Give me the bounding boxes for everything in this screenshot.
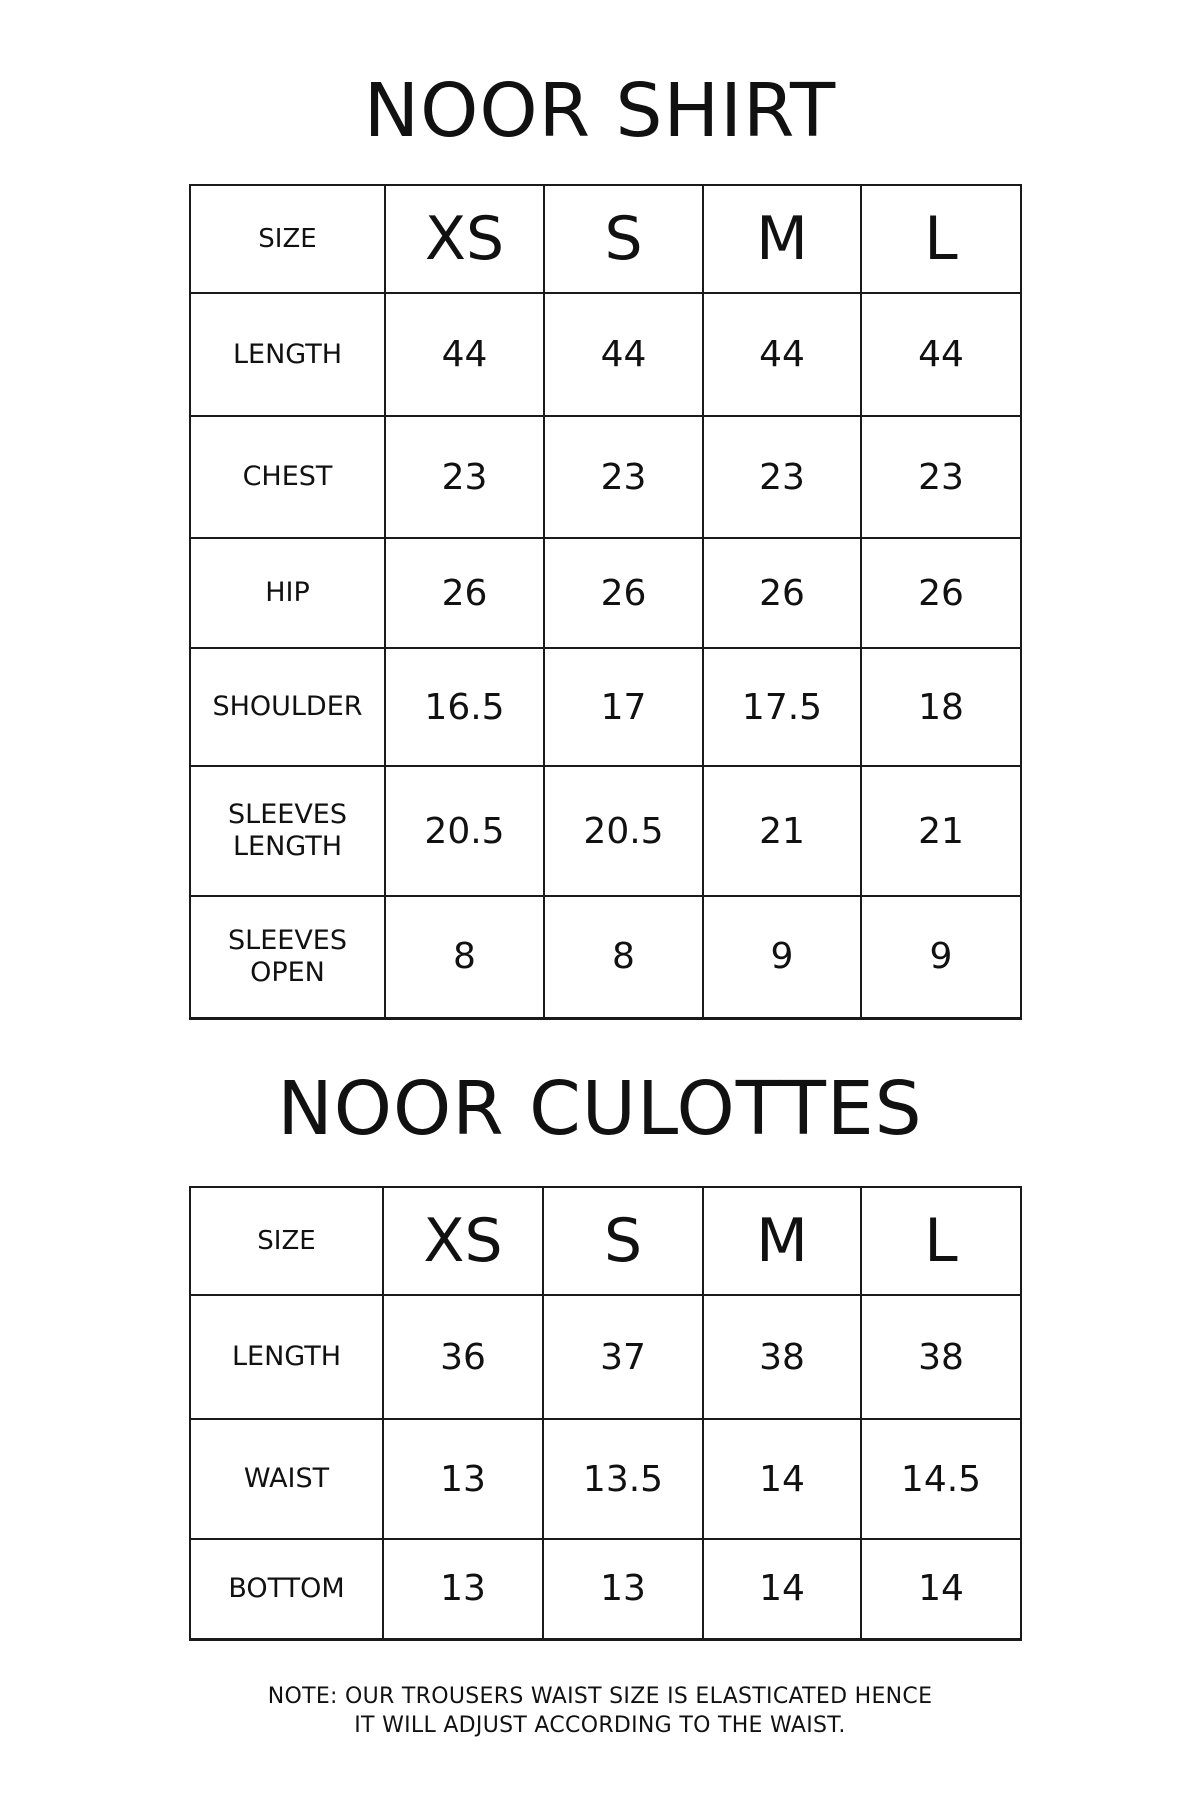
size-s-header: S [544, 185, 703, 293]
table-cell: 38 [703, 1295, 861, 1419]
table-cell: 8 [544, 896, 703, 1018]
table-cell: 8 [385, 896, 544, 1018]
table-header-row [190, 1187, 1021, 1295]
table-cell: 17 [544, 648, 703, 766]
table-row [190, 648, 1021, 766]
table-row [190, 1295, 1021, 1419]
table-cell: 26 [861, 538, 1021, 648]
row-label: SHOULDER [190, 648, 385, 766]
row-label: LENGTH [190, 1295, 383, 1419]
size-xs-header: XS [385, 185, 544, 293]
size-m-header: M [703, 1187, 861, 1295]
table-row [190, 896, 1021, 1018]
table-cell: 44 [861, 293, 1021, 416]
table-cell: 44 [544, 293, 703, 416]
size-header-label: SIZE [190, 185, 385, 293]
size-xs-header: XS [383, 1187, 543, 1295]
table-cell: 9 [861, 896, 1021, 1018]
note-line-2: IT WILL ADJUST ACCORDING TO THE WAIST. [354, 1712, 846, 1738]
table-cell: 14 [703, 1419, 861, 1539]
row-label: CHEST [190, 416, 385, 538]
table-cell: 36 [383, 1295, 543, 1419]
table-cell: 20.5 [544, 766, 703, 896]
row-label: SLEEVES LENGTH [190, 766, 385, 896]
table-cell: 13 [383, 1419, 543, 1539]
table-cell: 26 [544, 538, 703, 648]
table-cell: 13 [543, 1539, 703, 1639]
table-cell: 21 [861, 766, 1021, 896]
table-cell: 13.5 [543, 1419, 703, 1539]
row-label: HIP [190, 538, 385, 648]
table-cell: 26 [385, 538, 544, 648]
row-label: BOTTOM [190, 1539, 383, 1639]
table-cell: 44 [385, 293, 544, 416]
table-cell: 23 [703, 416, 861, 538]
table-cell: 13 [383, 1539, 543, 1639]
table-cell: 16.5 [385, 648, 544, 766]
table-cell: 14.5 [861, 1419, 1021, 1539]
table-cell: 9 [703, 896, 861, 1018]
size-m-header: M [703, 185, 861, 293]
table-header-row [190, 185, 1021, 293]
table-row [190, 766, 1021, 896]
note-line-1: NOTE: OUR TROUSERS WAIST SIZE IS ELASTICATED HENCE [267, 1684, 933, 1709]
table-cell: 14 [703, 1539, 861, 1639]
table-cell: 23 [544, 416, 703, 538]
shirt-size-table [189, 184, 1022, 1020]
table-cell: 37 [543, 1295, 703, 1419]
row-label: WAIST [190, 1419, 383, 1539]
table-row [190, 1419, 1021, 1539]
size-s-header: S [543, 1187, 703, 1295]
culottes-title: NOOR CULOTTES [277, 1066, 923, 1152]
table-cell: 21 [703, 766, 861, 896]
table-cell: 14 [861, 1539, 1021, 1639]
table-cell: 23 [385, 416, 544, 538]
size-l-header: L [861, 185, 1021, 293]
table-row [190, 416, 1021, 538]
table-cell: 26 [703, 538, 861, 648]
table-cell: 20.5 [385, 766, 544, 896]
table-cell: 44 [703, 293, 861, 416]
table-cell: 38 [861, 1295, 1021, 1419]
table-cell: 18 [861, 648, 1021, 766]
size-l-header: L [861, 1187, 1021, 1295]
row-label: LENGTH [190, 293, 385, 416]
row-label: SLEEVES OPEN [190, 896, 385, 1018]
shirt-title: NOOR SHIRT [363, 68, 837, 154]
culottes-size-table [189, 1186, 1022, 1641]
table-cell: 23 [861, 416, 1021, 538]
waist-note [0, 1683, 1200, 1740]
table-row [190, 538, 1021, 648]
table-row [190, 1539, 1021, 1639]
table-row [190, 293, 1021, 416]
table-cell: 17.5 [703, 648, 861, 766]
size-header-label: SIZE [190, 1187, 383, 1295]
